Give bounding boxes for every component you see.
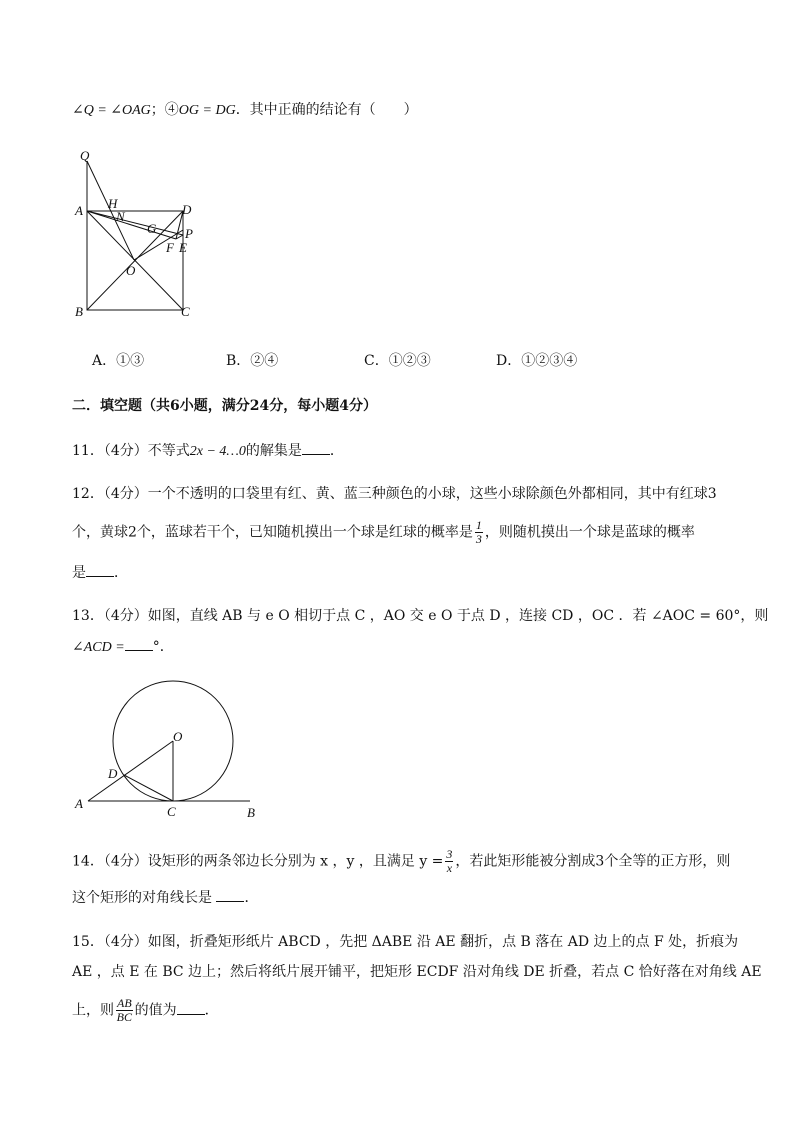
label-q: Q bbox=[80, 148, 90, 163]
q14-frac-den: x bbox=[446, 861, 453, 875]
q12-end: ． bbox=[114, 565, 128, 581]
q15-frac-den: BC bbox=[116, 1010, 132, 1024]
question-12-line-2 bbox=[72, 519, 695, 546]
option-a[interactable] bbox=[92, 350, 144, 370]
label-d: D bbox=[182, 202, 192, 217]
question-12-line-3 bbox=[72, 562, 128, 583]
option-a-text: ①③ bbox=[116, 353, 145, 369]
label-o: O bbox=[126, 263, 136, 278]
q15-answer-blank[interactable] bbox=[177, 1000, 205, 1015]
label-h: H bbox=[108, 196, 118, 211]
q15-text-b: 的值为 bbox=[134, 1002, 177, 1019]
square-figure bbox=[70, 148, 210, 323]
option-b-text: ②④ bbox=[250, 353, 279, 369]
q12-frac-den: 3 bbox=[475, 532, 482, 546]
q10-text: ．其中正确的结论有（ ） bbox=[235, 102, 418, 118]
section-heading: 二．填空题（共6小题，满分24分，每小题4分） bbox=[72, 398, 377, 414]
option-b-letter: B． bbox=[226, 353, 251, 369]
label-c: C bbox=[181, 304, 190, 319]
q14-answer-blank[interactable] bbox=[216, 887, 244, 902]
question-15-line-2: AE ，点 E 在 BC 边上；然后将纸片展开铺平，把矩形 ECDF 沿对角线 DE 折叠，若点 C 恰好落在对角线 AE bbox=[72, 964, 762, 980]
label-o2: O bbox=[173, 729, 183, 744]
label-g: G bbox=[147, 221, 157, 236]
q11-inequality: 2x − 4…0 bbox=[189, 444, 246, 459]
label-d2: D bbox=[108, 766, 118, 781]
q14-text-b: ，若此矩形能被分割成3个全等的正方形，则 bbox=[455, 853, 731, 870]
label-c2: C bbox=[167, 804, 176, 819]
q14-end: ． bbox=[244, 890, 259, 906]
q12-frac-num: 1 bbox=[475, 518, 482, 532]
question-14-line-2 bbox=[72, 887, 258, 908]
question-12-line-1: 12．（4分）一个不透明的口袋里有红、黄、蓝三种颜色的小球，这些小球除颜色外都相同，其中有红球3 bbox=[72, 486, 717, 502]
segment-ao bbox=[88, 741, 173, 801]
question-15-line-3 bbox=[72, 997, 219, 1024]
circle-tangent-figure bbox=[70, 668, 270, 823]
q12-answer-blank[interactable] bbox=[86, 562, 114, 577]
q14-text-a: 14．（4分）设矩形的两条邻边长分别为 x ，y ，且满足 y = bbox=[72, 853, 444, 870]
q12-text-b: ，则随机摸出一个球是蓝球的概率 bbox=[484, 524, 695, 541]
q13-angle: ∠ACD = bbox=[72, 640, 125, 655]
q15-fraction bbox=[116, 997, 133, 1024]
q11-prefix: 11．（4分）不等式 bbox=[72, 443, 190, 459]
option-c-letter: C． bbox=[364, 353, 389, 369]
option-a-letter: A． bbox=[92, 353, 117, 369]
q10-conditions-line bbox=[72, 100, 418, 121]
option-d-letter: D． bbox=[496, 353, 522, 369]
q10-separator: ；④ bbox=[150, 102, 179, 118]
label-b: B bbox=[75, 304, 83, 319]
question-14-line-1 bbox=[72, 848, 730, 875]
option-d-text: ①②③④ bbox=[521, 353, 578, 369]
label-n: N bbox=[116, 209, 125, 224]
q15-text-a: 上，则 bbox=[72, 1002, 114, 1019]
q15-frac-num: AB bbox=[117, 996, 132, 1010]
label-b2: B bbox=[247, 805, 255, 820]
q11-end: ． bbox=[329, 443, 344, 459]
label-e: E bbox=[179, 240, 187, 255]
q13-answer-blank[interactable] bbox=[125, 636, 153, 651]
q14-text-c: 这个矩形的对角线长是 bbox=[72, 890, 212, 906]
option-c[interactable] bbox=[364, 350, 431, 370]
q11-suffix: 的解集是 bbox=[245, 443, 302, 459]
segment-ae bbox=[87, 211, 183, 235]
q12-fraction bbox=[475, 519, 483, 546]
question-13-line-2 bbox=[72, 636, 174, 658]
q11-answer-blank[interactable] bbox=[302, 440, 330, 455]
label-a: A bbox=[75, 203, 83, 218]
option-d[interactable] bbox=[496, 350, 577, 370]
question-15-line-1: 15．（4分）如图，折叠矩形纸片 ABCD ，先把 ΔABE 沿 AE 翻折，点 B 落在 AD 边上的点 F 处，折痕为 bbox=[72, 934, 739, 950]
segment-op bbox=[134, 230, 183, 260]
label-a2: A bbox=[75, 796, 83, 811]
q13-end: °． bbox=[152, 639, 174, 655]
question-13-line-1: 13．（4分）如图，直线 AB 与 e O 相切于点 C ，AO 交 e O 于点 D ，连接 CD ，OC ．若 ∠AOC = 60°，则 bbox=[72, 608, 769, 624]
option-b[interactable] bbox=[226, 350, 278, 370]
question-11 bbox=[72, 440, 344, 462]
label-f: F bbox=[166, 240, 174, 255]
q10-math-2: OG = DG bbox=[178, 103, 236, 118]
q12-text-a: 个，黄球2个，蓝球若干个，已知随机摸出一个球是红球的概率是 bbox=[72, 524, 473, 541]
q12-text-c: 是 bbox=[72, 565, 86, 581]
q10-math-1: ∠Q = ∠OAG bbox=[72, 103, 151, 118]
q14-frac-num: 3 bbox=[446, 847, 453, 861]
q14-fraction bbox=[445, 848, 453, 875]
option-c-text: ①②③ bbox=[388, 353, 431, 369]
q15-end: ． bbox=[204, 1002, 219, 1019]
label-p: P bbox=[185, 226, 193, 241]
segment-cd bbox=[124, 775, 173, 801]
